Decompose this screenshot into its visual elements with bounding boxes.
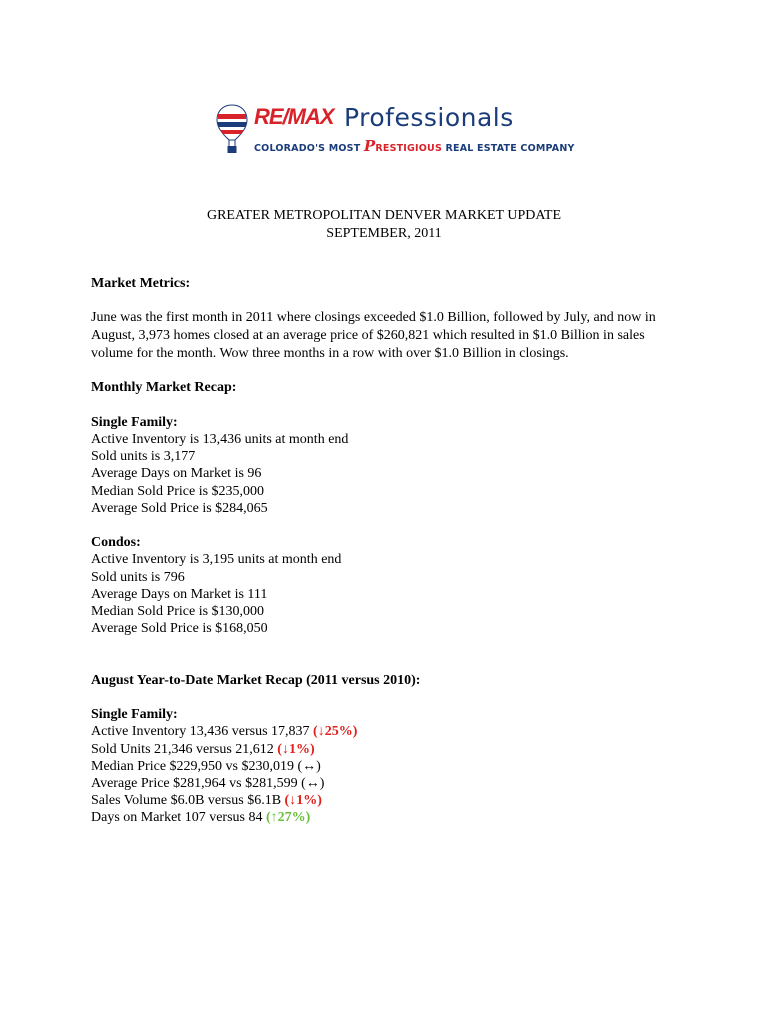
list-item: Median Price $229,950 vs $230,019 (↔) <box>91 758 321 774</box>
change-indicator: (↓25%) <box>313 724 358 740</box>
change-indicator: (↑27%) <box>265 810 311 826</box>
brand-name: Professionals <box>344 103 514 132</box>
list-item: Active Inventory is 3,195 units at month end <box>91 552 342 568</box>
market-metrics-paragraph: June was the first month in 2011 where closings exceeded $1.0 Billion, followed by July, and now in August, 3,973 homes closed at an average price of $260,821 which resulted in $1.0 Billion in sales volume for the month. Wow three months in a row with over $1.0 Billion in closings. <box>91 310 656 361</box>
subsection-heading: Single Family: <box>91 707 178 723</box>
section-heading: August Year-to-Date Market Recap (2011 versus 2010): <box>91 672 421 688</box>
list-item: Active Inventory is 13,436 units at month end <box>91 431 349 447</box>
subsection-heading: Single Family: <box>91 414 178 430</box>
list-item: Days on Market 107 versus 84 (↑27%) <box>91 810 311 826</box>
change-indicator: (↓1%) <box>277 741 315 757</box>
list-item: Sales Volume $6.0B versus $6.1B (↓1%) <box>91 793 322 809</box>
subsection-heading: Condos: <box>91 535 141 551</box>
list-item: Median Sold Price is $130,000 <box>91 603 265 619</box>
document-date: SEPTEMBER, 2011 <box>326 226 442 241</box>
list-item: Sold Units 21,346 versus 21,612 (↓1%) <box>91 741 315 757</box>
list-item: Sold units is 3,177 <box>91 449 196 465</box>
section-heading: Market Metrics: <box>91 276 191 291</box>
list-item: Sold units is 796 <box>91 569 185 585</box>
list-item: Median Sold Price is $235,000 <box>91 483 265 499</box>
list-item: Average Days on Market is 111 <box>91 586 268 602</box>
document-body <box>91 275 671 827</box>
list-item: Average Price $281,964 vs $281,599 (↔) <box>91 775 325 791</box>
list-item: Active Inventory 13,436 versus 17,837 (↓25%) <box>91 724 358 740</box>
document-title: GREATER METROPOLITAN DENVER MARKET UPDATE <box>206 208 562 223</box>
section-heading: Monthly Market Recap: <box>91 380 237 396</box>
list-item: Average Sold Price is $168,050 <box>91 621 268 637</box>
remax-professionals-logo <box>216 103 575 158</box>
list-item: Average Days on Market is 96 <box>91 466 262 482</box>
brand-mark: RE/MAX <box>254 104 334 129</box>
change-indicator: (↓1%) <box>284 793 322 809</box>
tagline: COLORADO'S MOST PRESTIGIOUS REAL ESTATE COMPANY <box>254 137 575 155</box>
list-item: Average Sold Price is $284,065 <box>91 500 268 516</box>
hot-air-balloon-icon <box>216 104 248 156</box>
